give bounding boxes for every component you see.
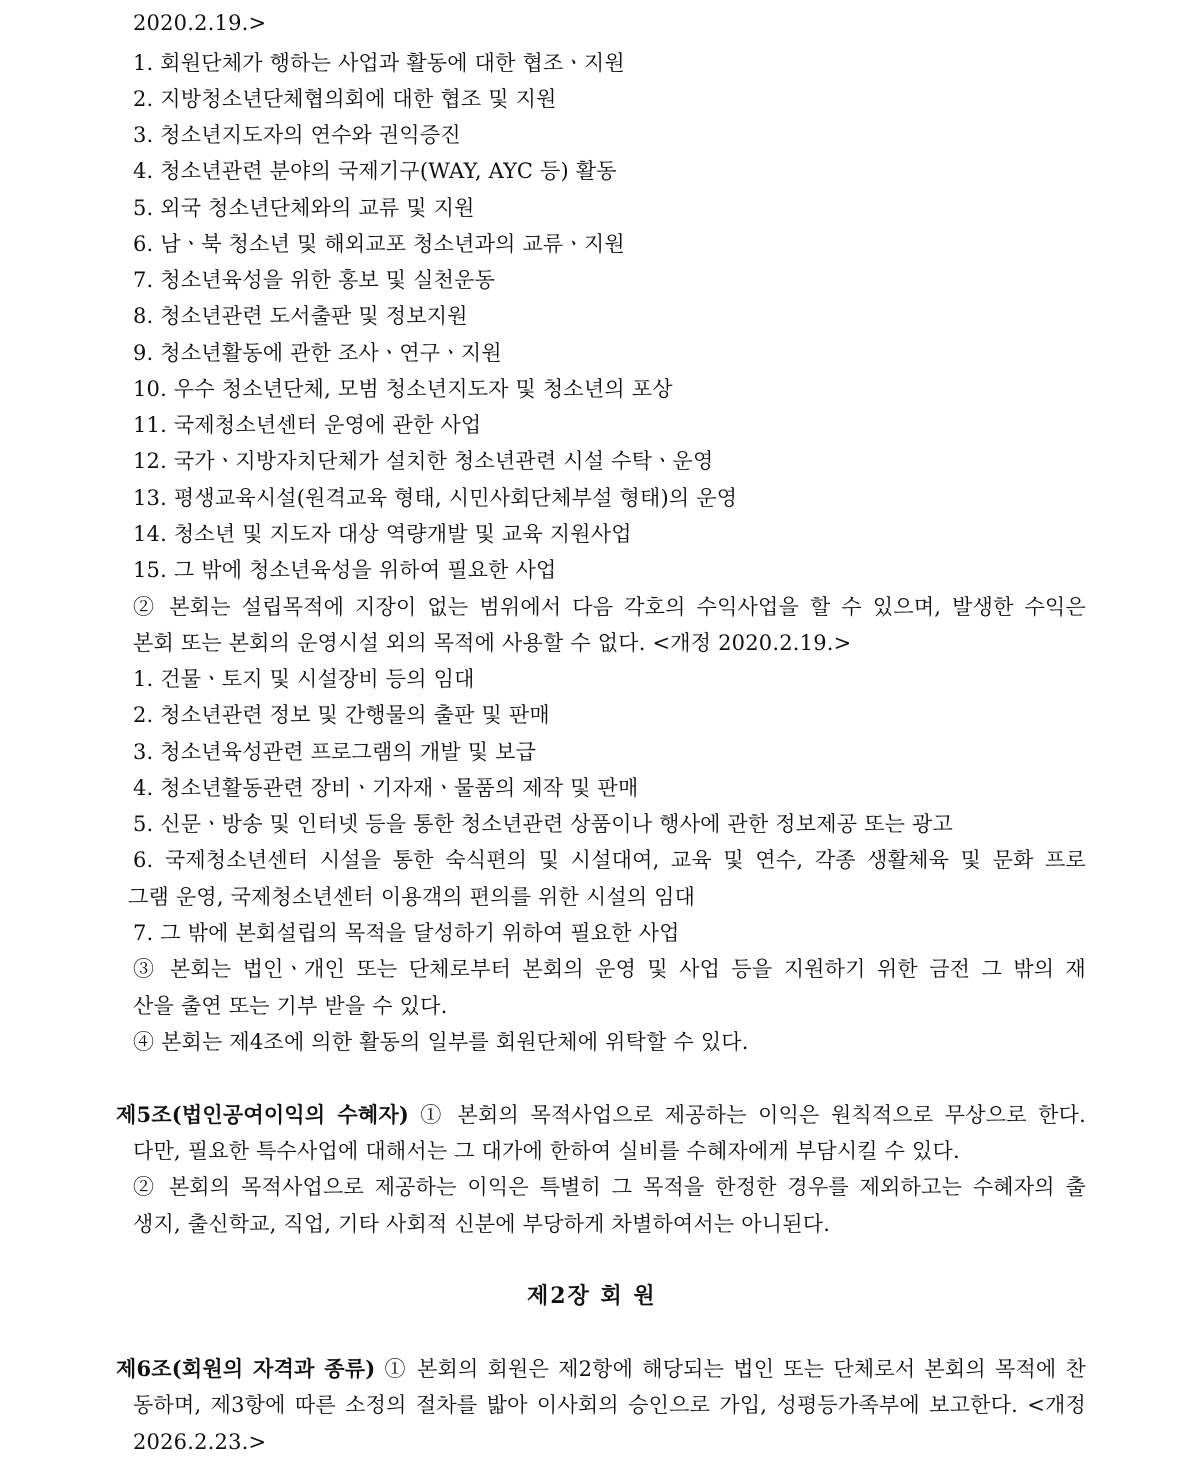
list-item: 3. 청소년육성관련 프로그램의 개발 및 보급 xyxy=(133,740,537,764)
article-5-title: 제5조(법인공여이익의 수혜자) xyxy=(116,1102,409,1127)
article-5-first-line xyxy=(116,1100,1086,1130)
list-item: 4. 청소년활동관련 장비ㆍ기자재ㆍ물품의 제작 및 판매 xyxy=(133,776,639,800)
amendment-tail: 2020.2.19.> xyxy=(133,11,267,35)
paragraph-4: ④ 본회는 제4조에 의한 활동의 일부를 회원단체에 위탁할 수 있다. xyxy=(133,1030,749,1054)
list-item: 7. 청소년육성을 위한 홍보 및 실천운동 xyxy=(133,268,496,292)
list-item: 5. 외국 청소년단체와의 교류 및 지원 xyxy=(133,196,475,220)
list-item: 12. 국가ㆍ지방자치단체가 설치한 청소년관련 시설 수탁ㆍ운영 xyxy=(133,449,714,473)
article-6-amendment: 2026.2.23.> xyxy=(133,1430,267,1454)
list-item: 15. 그 밖에 청소년육성을 위하여 필요한 사업 xyxy=(133,558,557,582)
list-item: 10. 우수 청소년단체, 모범 청소년지도자 및 청소년의 포상 xyxy=(133,377,673,401)
paragraph-2-cont: 본회 또는 본회의 운영시설 외의 목적에 사용할 수 없다. <개정 2020.2.19.> xyxy=(133,631,852,655)
article-6-para-1: ① 본회의 회원은 제2항에 해당되는 법인 또는 단체로서 본회의 목적에 찬 xyxy=(384,1357,1086,1381)
list-item: 14. 청소년 및 지도자 대상 역량개발 및 교육 지원사업 xyxy=(133,522,632,546)
list-item: 7. 그 밖에 본회설립의 목적을 달성하기 위하여 필요한 사업 xyxy=(133,921,680,945)
list-item: 6. 국제청소년센터 시설을 통한 숙식편의 및 시설대여, 교육 및 연수, 각종 생활체육 및 문화 프로 xyxy=(133,848,1086,872)
list-item: 1. 건물ㆍ토지 및 시설장비 등의 임대 xyxy=(133,667,475,691)
article-5-para-1: ① 본회의 목적사업으로 제공하는 이익은 원칙적으로 무상으로 한다. xyxy=(420,1103,1086,1127)
list-item: 4. 청소년관련 분야의 국제기구(WAY, AYC 등) 활동 xyxy=(133,159,617,183)
list-item: 2. 지방청소년단체협의회에 대한 협조 및 지원 xyxy=(133,87,557,111)
list-item: 6. 남ㆍ북 청소년 및 해외교포 청소년과의 교류ㆍ지원 xyxy=(133,232,625,256)
article-6-first-line xyxy=(116,1354,1086,1384)
list-item: 13. 평생교육시설(원격교육 형태, 시민사회단체부설 형태)의 운영 xyxy=(133,486,738,510)
list-item: 3. 청소년지도자의 연수와 권익증진 xyxy=(133,123,461,147)
paragraph-2: ② 본회는 설립목적에 지장이 없는 범위에서 다음 각호의 수익사업을 할 수 있으며, 발생한 수익은 xyxy=(133,595,1086,619)
list-item: 9. 청소년활동에 관한 조사ㆍ연구ㆍ지원 xyxy=(133,341,502,365)
article-5-para-2: ② 본회의 목적사업으로 제공하는 이익은 특별히 그 목적을 한정한 경우를 제외하고는 수혜자의 출 xyxy=(133,1175,1086,1199)
article-6-title: 제6조(회원의 자격과 종류) xyxy=(116,1356,376,1381)
list-item: 11. 국제청소년센터 운영에 관한 사업 xyxy=(133,413,482,437)
article-5-line: 생지, 출신학교, 직업, 기타 사회적 신분에 부당하게 차별하여서는 아니된다. xyxy=(133,1212,831,1236)
paragraph-3: ③ 본회는 법인ㆍ개인 또는 단체로부터 본회의 운영 및 사업 등을 지원하기 위한 금전 그 밖의 재 xyxy=(133,957,1086,981)
article-5-line: 다만, 필요한 특수사업에 대해서는 그 대가에 한하여 실비를 수혜자에게 부담시킬 수 있다. xyxy=(133,1139,960,1163)
paragraph-3-cont: 산을 출연 또는 기부 받을 수 있다. xyxy=(133,994,448,1018)
list-item-cont: 그램 운영, 국제청소년센터 이용객의 편의를 위한 시설의 임대 xyxy=(128,885,696,909)
list-item: 8. 청소년관련 도서출판 및 정보지원 xyxy=(133,304,468,328)
list-item: 5. 신문ㆍ방송 및 인터넷 등을 통한 청소년관련 상품이나 행사에 관한 정보제공 또는 광고 xyxy=(133,812,953,836)
list-item: 1. 회원단체가 행하는 사업과 활동에 대한 협조ㆍ지원 xyxy=(133,51,625,75)
article-6-line: 동하며, 제3항에 따른 소정의 절차를 밟아 이사회의 승인으로 가입, 성평등가족부에 보고한다. <개정 xyxy=(133,1393,1086,1417)
chapter-heading: 제2장 회 원 xyxy=(527,1283,657,1309)
list-item: 2. 청소년관련 정보 및 간행물의 출판 및 판매 xyxy=(133,703,550,727)
